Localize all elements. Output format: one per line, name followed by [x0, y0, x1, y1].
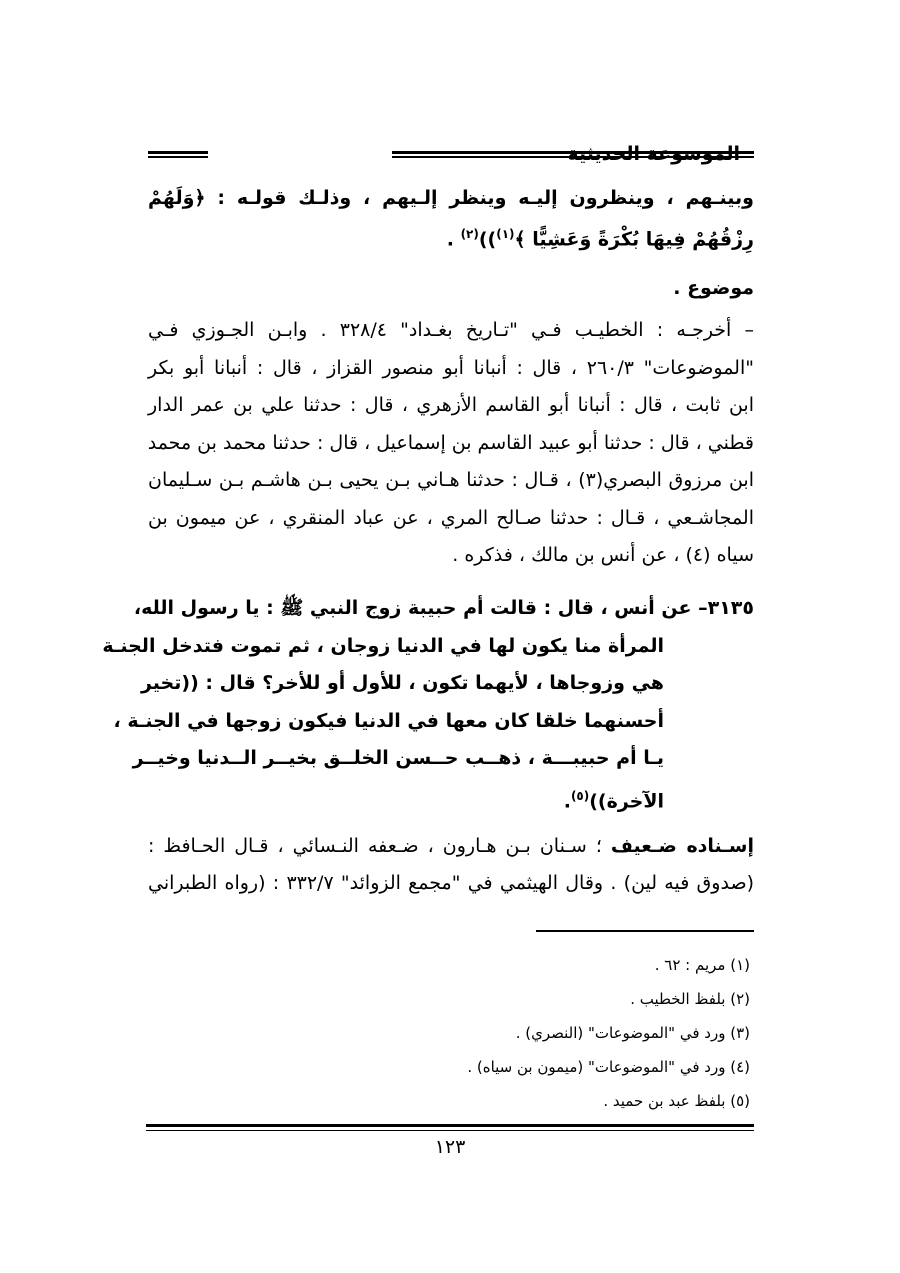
hadith-line: يـا أم حبيبـــة ، ذهــب حــسن الخلــق بخيــر الــدنيا وخيــر: [132, 747, 664, 769]
takhrij-line: المجاشـعي ، قـال : حدثنا صـالح المري ، عن عباد المنقري ، عن ميمون بن: [148, 506, 754, 529]
takhrij-line: – أخرجـه : الخطيـب فـي "تـاريخ بغـداد" ٣٢٨/٤ . وابـن الجـوزي فـي: [148, 319, 754, 341]
footnotes: [150, 948, 750, 1118]
hadith-last-tail: .: [563, 789, 571, 812]
quran-verse: رِزْقُهُمْ فِيهَا بُكْرَةً وَعَشِيًّا ﴾: [514, 228, 754, 251]
hadith-number-line: ٣١٣٥– عن أنس ، قال : قالت أم حبيبة زوج النبي ﷺ : يا رسول الله،: [133, 597, 754, 619]
running-header: [148, 142, 754, 166]
intro-tail: .: [446, 228, 461, 251]
grading-mawdu-text: موضوع .: [673, 277, 754, 299]
intro-paragraph: [148, 180, 754, 257]
takhrij-line: ابن مرزوق البصري(٣) ، قـال : حدثنا هـاني بـن يحيى بـن هاشـم بـن سـليمان: [148, 469, 754, 491]
grading-bold: إسـناده ضـعيف: [610, 835, 755, 857]
footnote-item: (٢) بلفظ الخطيب .: [630, 990, 750, 1008]
hadith-line: أحسنهما خلقا كان معها في الدنيا فيكون زوجها في الجنـة ،: [113, 709, 664, 732]
footnote-item: (٤) ورد في "الموضوعات" (ميمون بن سياه) .: [467, 1058, 750, 1076]
hadith-last-line: [148, 778, 754, 821]
footnote-ref-2: (٢): [460, 227, 479, 241]
grading-line-2: (صدوق فيه لين) . وقال الهيثمي في "مجمع الزوائد" ٣٣٢/٧ : (رواه الطبراني: [148, 872, 754, 894]
hadith-line: المرأة منا يكون لها في الدنيا زوجان ، ثم تموت فتدخل الجنـة: [102, 634, 664, 657]
hadith-3135: [102, 590, 754, 820]
footnote-ref-1: (١): [496, 227, 515, 241]
takhrij-line: ابن ثابت ، قال : أنبانا أبو القاسم الأزهري ، قال : حدثنا علي بن عمر الدار: [148, 394, 754, 416]
footer-rule: [146, 1124, 754, 1127]
footnote-separator: [536, 930, 754, 932]
grading-rest: ؛ سـنان بـن هـارون ، ضـعفه النـسائي ، قـال الحـافظ :: [148, 835, 611, 857]
header-title: الموسوعة الحديثية: [567, 143, 740, 165]
hadith-last-word: الآخرة)): [589, 789, 664, 812]
takhrij-line: قطني ، قال : حدثنا أبو عبيد القاسم بن إسماعيل ، قال : حدثنا محمد بن محمد: [147, 431, 754, 454]
quote-close: )): [478, 228, 497, 251]
intro-line-2: [148, 216, 754, 257]
intro-line-1: وبينـهم ، وينظرون إليـه وينظر إلـيهم ، وذلـك قولـه : ﴿وَلَهُمْ: [148, 187, 754, 209]
grading-mawdu: [148, 270, 754, 306]
header-rule-left: [148, 151, 208, 154]
takhrij-line: "الموضوعات" ٢٦٠/٣ ، قال : أنبانا أبو منصور القزاز ، قال : أنبانا أبو بكر: [148, 356, 754, 379]
grading-line-1: [148, 828, 754, 865]
grading-paragraph: [148, 828, 754, 902]
hadith-line: هي وزوجاها ، لأيهما تكون ، للأول أو للأخر؟ قال : ((تخير: [140, 672, 664, 694]
footnote-item: (٥) بلفظ عبد بن حميد .: [603, 1092, 750, 1110]
footnote-ref-5: (٥): [570, 788, 590, 803]
page-number: ١٢٣: [434, 1136, 466, 1158]
takhrij-line: سياه (٤) ، عن أنس بن مالك ، فذكره .: [452, 544, 754, 566]
footnote-item: (٣) ورد في "الموضوعات" (النصري) .: [515, 1024, 750, 1042]
takhrij-paragraph: [148, 312, 754, 575]
footnote-item: (١) مريم : ٦٢ .: [654, 956, 750, 974]
